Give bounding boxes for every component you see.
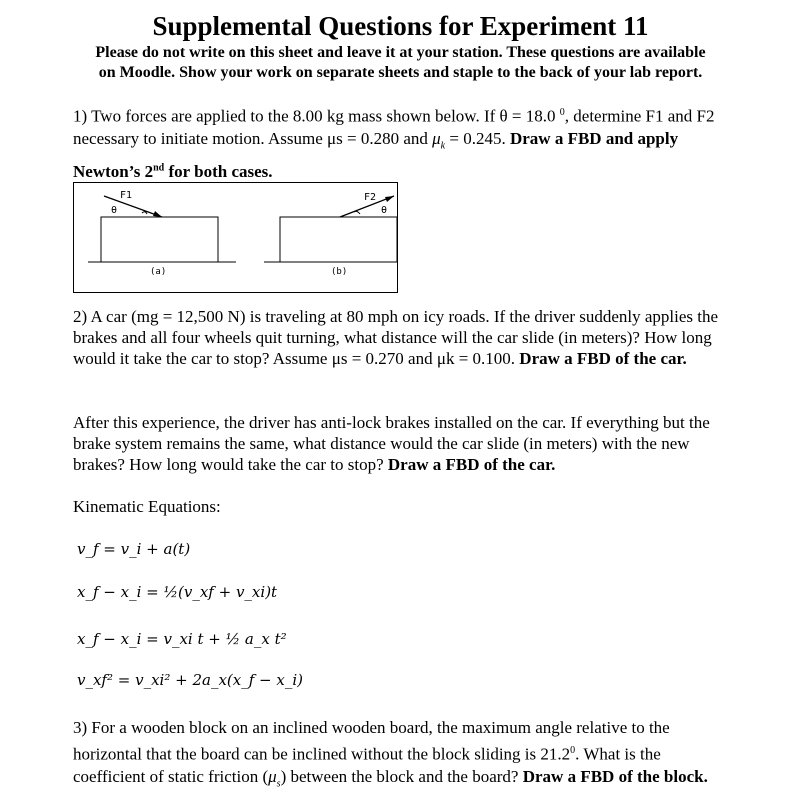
label-theta-a: θ (111, 205, 118, 216)
question-2 (73, 306, 733, 369)
q2-instruction: Draw a FBD of the car. (519, 349, 687, 368)
equation-4: v_xf² = v_xi² + 2a_x(x_f − x_i) (77, 671, 303, 689)
force-diagram-svg (74, 183, 397, 292)
q2b-instruction: Draw a FBD of the car. (387, 455, 556, 474)
question-1 (73, 102, 733, 183)
q3-text-a: 3) For a wooden block on an inclined wooden board, the maximum angle relative to the horizontal that the board can be inclined without the block sliding is 21.2 (73, 718, 670, 764)
q3-instruction: Draw a FBD of the block. (522, 766, 708, 786)
block-a (101, 217, 218, 262)
force-f2-arrowhead (385, 196, 394, 202)
block-b (280, 217, 397, 262)
q1-mu-k-sub: k (440, 140, 446, 152)
q1-instruction-b: for both cases. (164, 161, 273, 181)
caption-b: (b) (331, 267, 348, 277)
q1-instruction-sup: nd (153, 162, 165, 174)
q1-mu-k: μ (432, 128, 441, 148)
q1-mu-k-value: = 0.245. (445, 128, 510, 148)
q2-text: 2) A car (mg = 12,500 N) is traveling at 80 mph on icy roads. If the driver suddenly applies the brakes and all four wheels quit turning, what distance will the car slide (in meters)? How long would it take the car to stop? Assume μs = 0.270 and μk = 0.100. (73, 307, 719, 368)
notice-line-2: on Moodle. Show your work on separate sheets and staple to the back of your lab report. (98, 64, 703, 81)
force-f1-arrowhead (153, 211, 162, 217)
q1-intro: 1) Two forces are applied to the 8.00 kg mass shown below. If θ = 18.0 (73, 106, 556, 126)
label-theta-b: θ (381, 205, 388, 216)
equation-2: x_f − x_i = ½(v_xf + v_xi)t (77, 583, 278, 601)
q2b-text: After this experience, the driver has anti-lock brakes installed on the car. If everything but the brake system remains the same, what distance would the car slide (in meters) with the new brakes? How long would take the car to stop? (73, 413, 710, 474)
page-title: Supplemental Questions for Experiment 11 (152, 11, 649, 41)
q3-text-c: ) between the block and the board? (280, 766, 523, 786)
q3-mu: μ (268, 766, 277, 786)
q3-mu-sub: s (276, 778, 281, 790)
q3-degree: 0 (570, 744, 576, 756)
caption-a: (a) (150, 267, 167, 277)
angle-arc-b (354, 211, 360, 214)
equation-1: v_f = v_i + a(t) (77, 540, 191, 558)
notice-line-1: Please do not write on this sheet and leave it at your station. These questions are available (95, 44, 706, 61)
q1-instruction-a: Draw a FBD and apply Newton’s 2 (73, 128, 679, 181)
q3-text-b: . What is the coefficient of static friction ( (73, 744, 661, 786)
question-2-followup (73, 412, 733, 475)
label-f2: F2 (364, 192, 377, 203)
question-3 (73, 717, 733, 796)
angle-arc-a (142, 212, 147, 214)
label-f1: F1 (120, 190, 133, 201)
force-diagram (73, 182, 398, 293)
kinematics-heading: Kinematic Equations: (73, 497, 221, 516)
instructions-notice (40, 43, 761, 83)
q1-after-theta: , determine F1 and F2 necessary to initiate motion. Assume μs = 0.280 and (73, 106, 715, 148)
q1-degree: 0 (559, 107, 565, 118)
equation-3: x_f − x_i = v_xi t + ½ a_x t² (77, 630, 287, 648)
